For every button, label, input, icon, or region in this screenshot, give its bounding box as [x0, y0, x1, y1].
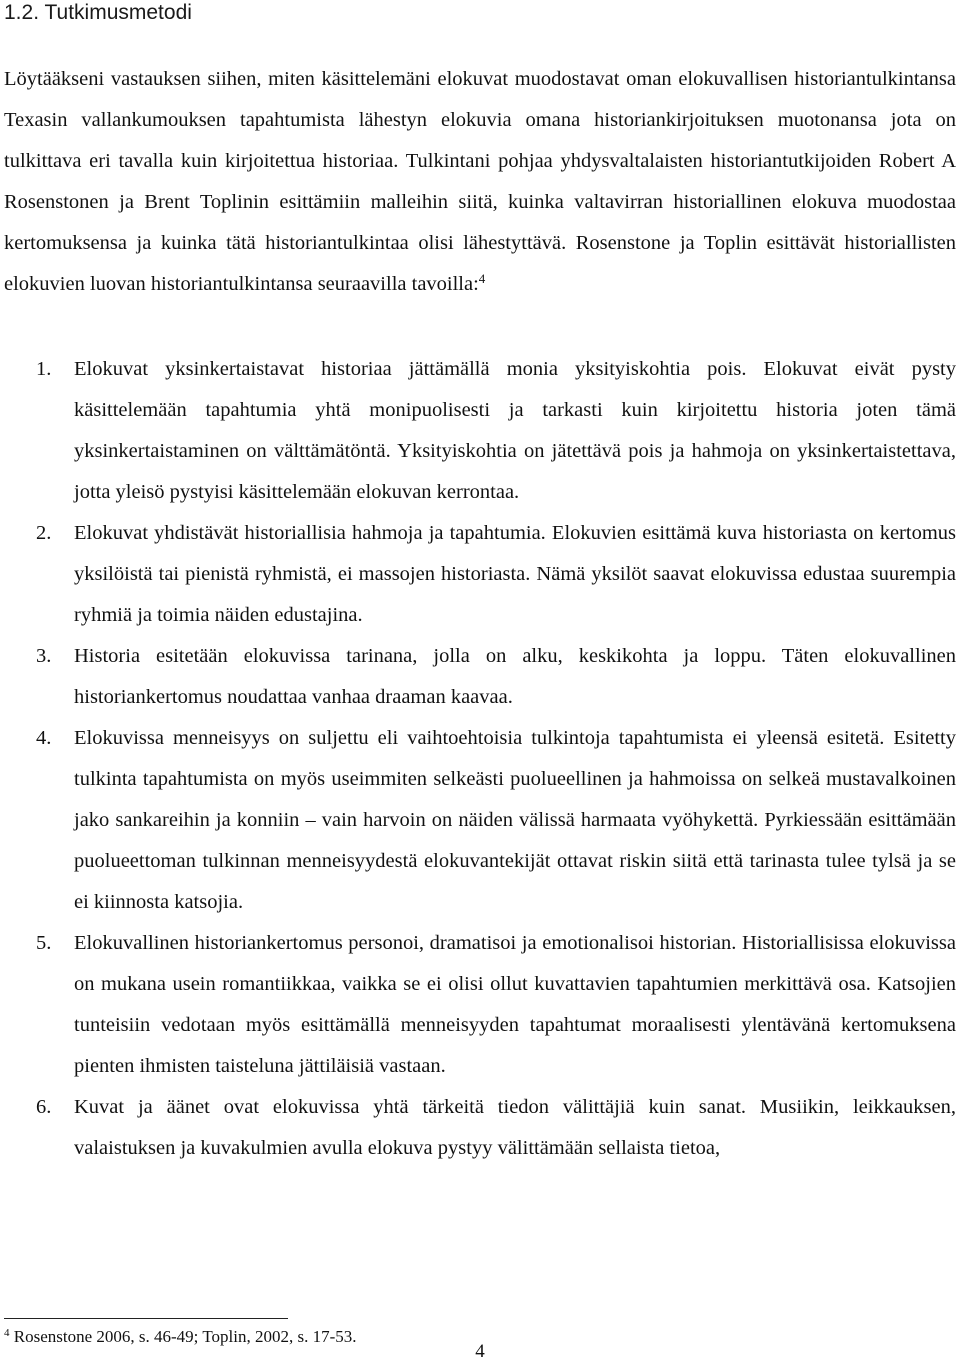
list-item-text: Kuvat ja äänet ovat elokuvissa yhtä tärkeitä tiedon välittäjiä kuin sanat. Musiikin, leikkauksen, valaistuksen ja kuvakulmien avulla elokuva pystyy välittämään sellaista tietoa,	[74, 1096, 956, 1159]
list-item-number: 1.	[36, 358, 52, 380]
list-item-number: 6.	[36, 1096, 52, 1118]
list-item	[4, 349, 956, 513]
list-item-number: 2.	[36, 522, 52, 544]
list-item-text: Elokuvat yhdistävät historiallisia hahmoja ja tapahtumia. Elokuvien esittämä kuva historiasta on kertomus yksilöistä tai pienistä ryhmistä, ei massojen historiasta. Nämä yksilöt saavat elokuvissa edustaa suurempia ryhmiä ja toimia näiden edustajina.	[74, 522, 956, 626]
list-item-number: 3.	[36, 645, 52, 667]
list-item	[4, 513, 956, 636]
footnote-divider	[4, 1318, 288, 1319]
intro-paragraph	[4, 59, 956, 305]
list-item	[4, 718, 956, 923]
numbered-list	[4, 349, 956, 1169]
footnote-marker: 4	[4, 1327, 10, 1339]
section-heading: 1.2. Tutkimusmetodi	[4, 1, 192, 24]
list-item	[4, 1087, 956, 1169]
footnote-reference[interactable]: 4	[478, 271, 486, 286]
footnote-text: Rosenstone 2006, s. 46-49; Toplin, 2002, s. 17-53.	[9, 1327, 357, 1346]
list-item	[4, 923, 956, 1087]
page-number: 4	[475, 1341, 485, 1362]
list-item-text: Elokuvat yksinkertaistavat historiaa jättämällä monia yksityiskohtia pois. Elokuvat eivät pysty käsittelemään tapahtumia yhtä monipuolisesti ja tarkasti kuin kirjoitettu historia joten tämä yksinkertaistaminen on välttämätöntä. Yksityiskohtia on jätettävä pois ja hahmoja on yksinkertaistettava, jotta yleisö pystyisi käsittelemään elokuvan kerrontaa.	[74, 358, 956, 503]
list-item	[4, 636, 956, 718]
list-item-number: 4.	[36, 727, 52, 749]
intro-text: Löytääkseni vastauksen siihen, miten käsittelemäni elokuvat muodostavat oman elokuvallisen historiantulkintansa Texasin vallankumouksen tapahtumista lähestyn elokuvia omana historiankirjoituksen muotonansa jota on tulkittava eri tavalla kuin kirjoitettua historiaa. Tulkintani pohjaa yhdysvaltalaisten historiantutkijoiden Robert A Rosenstonen ja Brent Toplinin esittämiin malleihin siitä, kuinka valtavirran historiallinen elokuva muodostaa kertomuksensa ja kuinka tätä historiantulkintaa olisi lähestyttävä. Rosenstone ja Toplin esittävät historiallisten elokuvien luovan historiantulkintansa seuraavilla tavoilla:	[4, 68, 956, 295]
list-item-text: Elokuvissa menneisyys on suljettu eli vaihtoehtoisia tulkintoja tapahtumista ei yleensä esitetä. Esitetty tulkinta tapahtumista on myös useimmiten selkeästi puolueellinen ja hahmoissa on selkeä mustavalkoinen jako sankareihin ja konniin – vain harvoin on näiden välissä harmaata vyöhykettä. Pyrkiessään esittämään puolueettoman tulkinnan menneisyydestä elokuvantekijät ottavat riskin siitä että tarinasta tulee tylsä ja se ei kiinnosta katsojia.	[74, 727, 956, 913]
list-item-number: 5.	[36, 932, 52, 954]
list-item-text: Elokuvallinen historiankertomus personoi, dramatisoi ja emotionalisoi historian. Historiallisissa elokuvissa on mukana usein romantiikkaa, vaikka se ei olisi ollut kuvattavien tapahtumien merkittävä osa. Katsojien tunteisiin vedotaan myös esittämällä menneisyyden tapahtumat moraalisesti ylentävänä kertomuksena pienten ihmisten taisteluna jättiläisiä vastaan.	[74, 932, 956, 1077]
list-item-text: Historia esitetään elokuvissa tarinana, jolla on alku, keskikohta ja loppu. Täten elokuvallinen historiankertomus noudattaa vanhaa draaman kaavaa.	[74, 645, 956, 708]
